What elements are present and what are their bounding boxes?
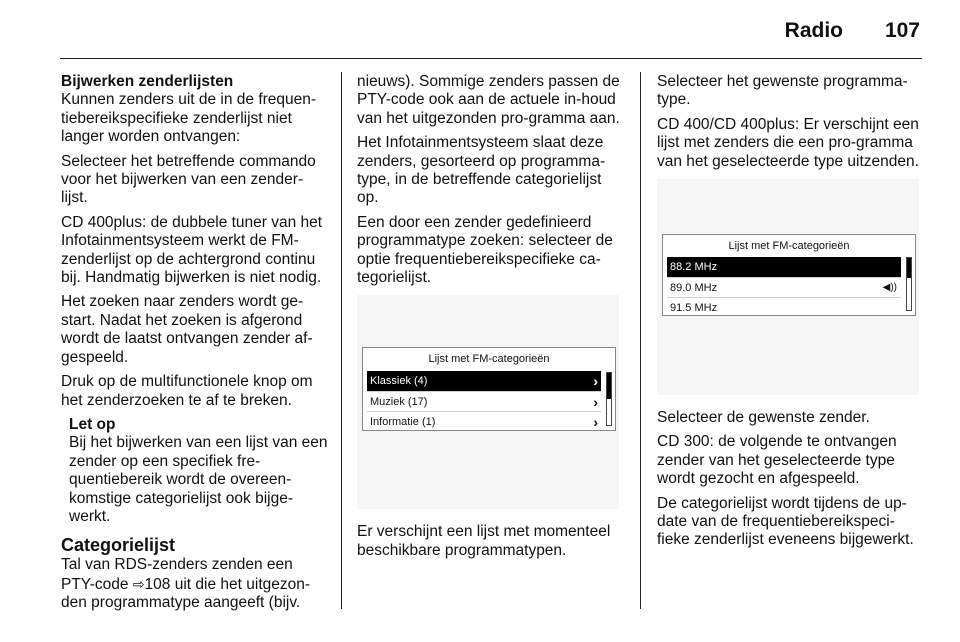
chevron-right-icon: › [593,373,598,390]
column-1 [61,73,329,619]
screen-title: Lijst met FM-categorieën [728,240,850,253]
note-text: Bij het bijwerken van een lijst van een zender op een specifiek fre-quentiebereik wordt de overeen-komstige categorielijst ook bijge-werkt. [69,434,328,525]
paragraph: nieuws). Sommige zenders passen de PTY-code ook aan de actuele in-houd van het uitgezonden pro-gramma aan. [357,73,620,127]
page-reference[interactable]: 108 [144,575,171,593]
paragraph: De categorielijst wordt tijdens de up-date van de frequentiebereikspeci-fieke zenderlijst eveneens bijgewerkt. [657,494,914,549]
list-item[interactable]: Muziek (17) › [367,391,601,411]
scrollbar[interactable] [606,372,612,426]
display-screen [662,234,916,316]
display-screen [362,347,616,431]
screenshot-station-list [657,179,919,395]
paragraph: Druk op de multifunctionele knop om het zenderzoeken te af te breken. [61,373,313,409]
paragraph: Het zoeken naar zenders wordt ge-start. Nadat het zoeken is afgerond wordt de laatst ontvangen zender af-gespeeld. [61,293,313,366]
column-divider-2 [640,72,641,609]
screenshot-category-list [357,295,619,509]
list-item[interactable]: Klassiek (4) › [367,371,601,391]
page-number: 107 [884,19,920,42]
paragraph: Selecteer het betreffende commando voor het bijwerken van een zender-lijst. [61,152,316,207]
column-3 [657,73,927,556]
note-box [69,416,329,526]
speaker-icon: ◀)) [882,282,897,294]
page-header [0,0,960,60]
paragraph: Het Infotainmentsysteem slaat deze zenders, gesorteerd op programma-type, in de betreffende categorielijst op. [357,134,606,207]
list-item[interactable]: 91.5 MHz [667,297,901,316]
paragraph: Kunnen zenders uit de in de frequen-tiebereikspecifieke zenderlijst niet langer worden ontvangen: [61,91,317,146]
list-item[interactable]: Informatie (1) › [367,411,601,431]
header-divider [60,58,922,59]
chevron-right-icon: › [593,394,598,411]
page-reference-arrow-icon: ⇨ [132,575,145,592]
paragraph: CD 300: de volgende te ontvangen zender van het geselecteerde type wordt gezocht en afgespeeld. [657,433,897,488]
scrollbar[interactable] [906,257,912,311]
screen-title: Lijst met FM-categorieën [428,353,550,366]
section-title: Radio [784,19,843,42]
heading-update-lists: Bijwerken zenderlijsten [61,73,234,90]
scrollbar-thumb[interactable] [607,373,611,399]
chevron-right-icon: › [593,414,598,431]
list-item[interactable]: 88.2 MHz [667,257,901,277]
paragraph: CD 400plus: de dubbele tuner van het Infotainmentsysteem werkt de FM-zenderlijst op de achtergrond continu bij. Handmatig bijwerken is niet nodig. [61,213,323,287]
column-divider-1 [341,72,342,609]
paragraph: Selecteer het gewenste programma-type. [657,73,908,109]
column-2 [357,73,627,566]
paragraph: Tal van RDS-zenders zenden een PTY-code ⇨108 uit die het uitgezon-den programmatype aangeeft (bijv. [61,556,311,612]
paragraph: Er verschijnt een lijst met momenteel beschikbare programmatypen. [357,523,611,559]
note-heading: Let op [69,415,116,433]
scrollbar-thumb[interactable] [907,258,911,278]
paragraph: CD 400/CD 400plus: Er verschijnt een lijst met zenders die een pro-gramma van het geselecteerde type uitzenden. [657,115,919,170]
paragraph: Selecteer de gewenste zender. [657,409,870,427]
heading-category-list: Categorielijst [61,535,176,556]
paragraph: Een door een zender gedefinieerd programmatype zoeken: selecteer de optie frequentiebereikspecifieke ca-tegorielijst. [357,213,613,287]
list-item[interactable]: 89.0 MHz ◀)) [667,277,901,297]
